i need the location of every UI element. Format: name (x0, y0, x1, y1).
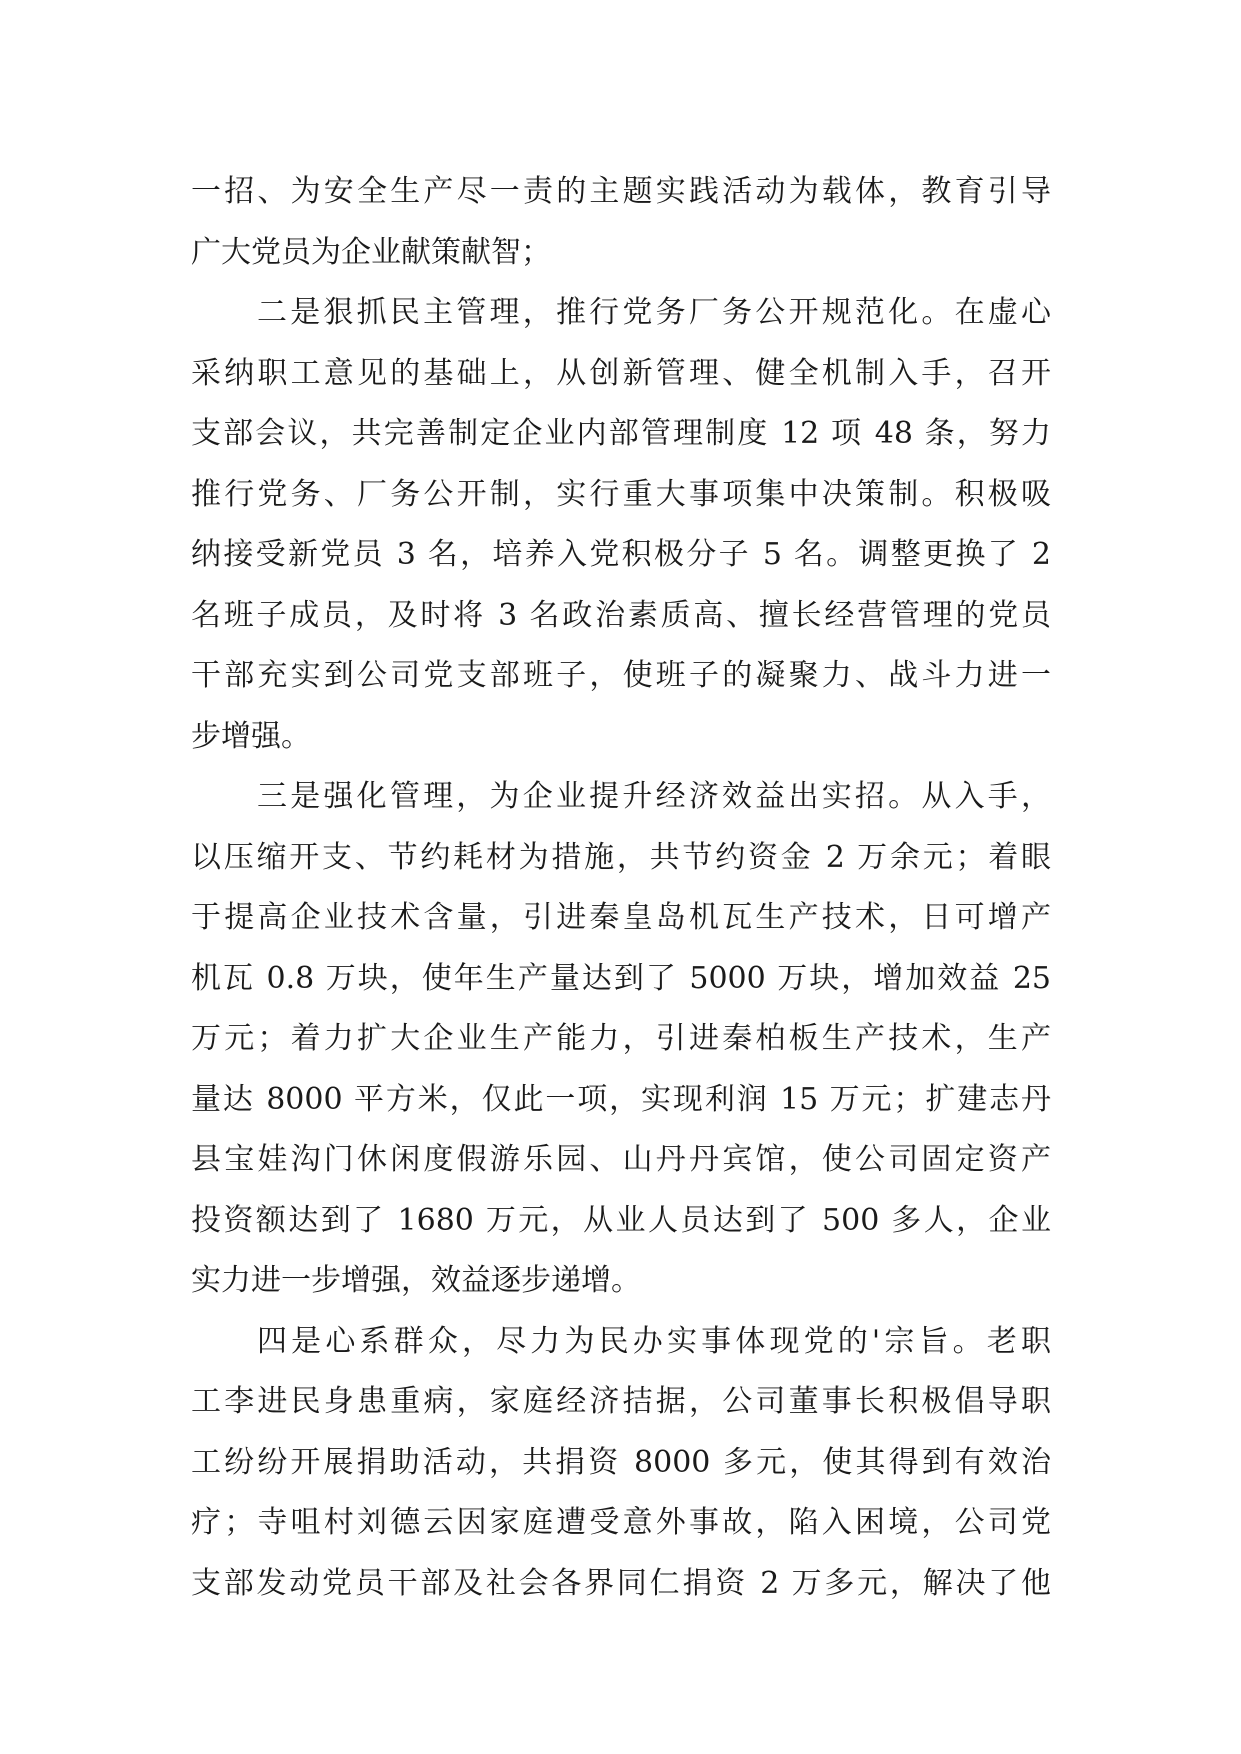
text-line: 机瓦 0.8 万块，使年生产量达到了 5000 万块，增加效益 25 (191, 960, 1051, 996)
text-line: 推行党务、厂务公开制，实行重大事项集中决策制。积极吸 (191, 476, 1051, 512)
document-page (191, 162, 1051, 1614)
paragraph-start-line: 二是狠抓民主管理，推行党务厂务公开规范化。在虚心 (257, 295, 1051, 330)
text-line: 工纷纷开展捐助活动，共捐资 8000 多元，使其得到有效治 (191, 1444, 1051, 1480)
text-line: 疗；寺咀村刘德云因家庭遭受意外事故，陷入困境，公司党 (191, 1505, 1051, 1540)
text-line: 实力进一步增强，效益逐步递增。 (191, 1263, 641, 1298)
text-line: 于提高企业技术含量，引进秦皇岛机瓦生产技术，日可增产 (191, 900, 1051, 935)
text-line: 以压缩开支、节约耗材为措施，共节约资金 2 万余元；着眼 (191, 839, 1051, 875)
text-line: 纳接受新党员 3 名，培养入党积极分子 5 名。调整更换了 2 (191, 537, 1051, 572)
text-line: 量达 8000 平方米，仅此一项，实现利润 15 万元；扩建志丹 (191, 1081, 1051, 1117)
text-line: 步增强。 (191, 718, 311, 754)
text-line: 干部充实到公司党支部班子，使班子的凝聚力、战斗力进一 (191, 658, 1051, 693)
text-line: 名班子成员，及时将 3 名政治素质高、擅长经营管理的党员 (191, 597, 1051, 633)
text-line: 万元；着力扩大企业生产能力，引进秦柏板生产技术，生产 (191, 1021, 1051, 1056)
text-line: 广大党员为企业献策献智； (191, 234, 551, 270)
text-line: 县宝娃沟门休闲度假游乐园、山丹丹宾馆，使公司固定资产 (191, 1142, 1051, 1177)
text-line: 投资额达到了 1680 万元，从业人员达到了 500 多人，企业 (191, 1202, 1051, 1238)
text-line: 支部发动党员干部及社会各界同仁捐资 2 万多元，解决了他 (191, 1565, 1051, 1601)
paragraph-start-line: 四是心系群众，尽力为民办实事体现党的'宗旨。老职 (257, 1323, 1051, 1359)
text-line: 一招、为安全生产尽一责的主题实践活动为载体，教育引导 (191, 174, 1051, 209)
text-line: 工李进民身患重病，家庭经济拮据，公司董事长积极倡导职 (191, 1384, 1051, 1419)
paragraph-start-line: 三是强化管理，为企业提升经济效益出实招。从入手， (257, 779, 1051, 814)
text-line: 采纳职工意见的基础上，从创新管理、健全机制入手，召开 (191, 355, 1051, 391)
text-line: 支部会议，共完善制定企业内部管理制度 12 项 48 条，努力 (191, 416, 1051, 451)
